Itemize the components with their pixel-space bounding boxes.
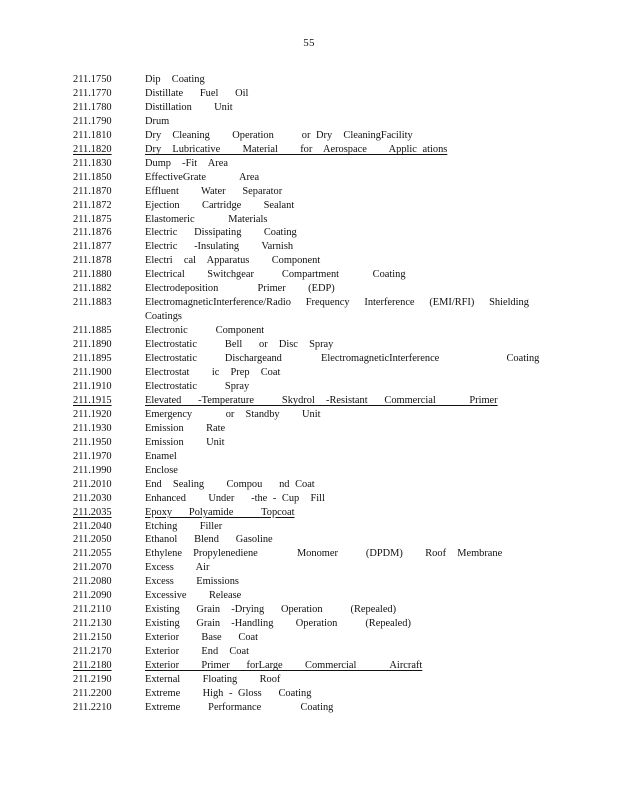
term-text: Dip Coating (145, 74, 205, 85)
section-number: 211.1915 (73, 394, 112, 406)
section-number: 211.1883 (73, 297, 112, 309)
list-item (73, 185, 543, 199)
section-number: 211.1970 (73, 450, 112, 462)
term-text: External Floating Roof (145, 673, 281, 685)
list-item (73, 478, 543, 492)
section-number: 211.1770 (73, 87, 112, 99)
term-text: Excess Air (145, 562, 210, 574)
section-number: 211.1930 (73, 422, 112, 434)
term-text: Exterior Primer forLarge Commercial Aircraft (145, 660, 423, 672)
list-item (73, 129, 543, 143)
section-number: 211.1990 (73, 464, 112, 476)
term-text: Dry Lubricative Material for Aerospace Applic ations (145, 143, 448, 155)
term-text: Extreme Performance Coating (145, 701, 334, 713)
list-item (73, 450, 543, 464)
term-text: Existing Grain -Handling Operation (Repealed) (145, 618, 411, 630)
section-number: 211.1885 (73, 325, 112, 337)
term-text: Electrodeposition Primer (EDP) (145, 283, 335, 295)
term-text: Electric Dissipating Coating (145, 227, 297, 239)
list-item (73, 254, 543, 268)
term-text: Excessive Release (145, 590, 242, 602)
list-item (73, 101, 543, 115)
section-number: 211.1900 (73, 367, 112, 379)
term-text: Enamel (145, 450, 177, 462)
section-number: 211.1910 (73, 380, 112, 392)
term-text: Emission Rate (145, 422, 226, 434)
term-text: Emergency or Standby Unit (145, 408, 321, 420)
term-text: End Sealing Compou nd Coat (145, 478, 315, 490)
list-item (73, 394, 543, 408)
list-item (73, 268, 543, 282)
list-item (73, 408, 543, 422)
section-number: 211.1820 (73, 143, 112, 155)
list-item (73, 436, 543, 450)
list-item (73, 240, 543, 254)
list-item (73, 673, 543, 687)
list-item (73, 520, 543, 534)
term-text: Electrical Switchgear Compartment Coating (145, 269, 406, 281)
term-text: Epoxy Polyamide Topcoat (145, 506, 295, 518)
term-text: Etching Filler (145, 520, 223, 532)
term-text: Enhanced Under -the - Cup Fill (145, 492, 325, 504)
term-text: Effluent Water Separator (145, 185, 283, 197)
term-text: Exterior End Coat (145, 646, 249, 658)
list-item (73, 422, 543, 436)
term-text: Electronic Component (145, 325, 265, 337)
section-number: 211.1872 (73, 199, 112, 211)
section-number: 211.1920 (73, 408, 112, 420)
list-item (73, 464, 543, 478)
list-item (73, 226, 543, 240)
term-text: Drum (145, 115, 170, 127)
list-item (73, 213, 543, 227)
section-number: 211.2150 (73, 632, 112, 644)
section-number: 211.2210 (73, 701, 112, 713)
section-number: 211.1876 (73, 227, 112, 239)
term-text: Electrostatic Spray (145, 380, 250, 392)
section-number: 211.1882 (73, 283, 112, 295)
term-text: Ethanol Blend Gasoline (145, 534, 273, 546)
list-item (73, 73, 543, 87)
list-item (73, 561, 543, 575)
list-item (73, 87, 543, 101)
list-item (73, 603, 543, 617)
term-text: Electrostatic Dischargeand ElectromagneticInterference Coating (145, 353, 540, 365)
list-item (73, 380, 543, 394)
list-item (73, 143, 543, 157)
list-item (73, 352, 543, 366)
term-text: Enclose (145, 464, 178, 476)
section-number: 211.1878 (73, 255, 112, 267)
list-item (73, 506, 543, 520)
section-number: 211.1750 (73, 74, 112, 85)
section-number: 211.2080 (73, 576, 112, 588)
term-text: ElectromagneticInterference/Radio Frequency Interference (EMI/RFI) Shielding Coatings (145, 297, 529, 323)
section-number: 211.2030 (73, 492, 112, 504)
list-item (73, 338, 543, 352)
section-number: 211.1850 (73, 171, 112, 183)
term-text: Ethylene Propylenediene Monomer (DPDM) Roof Membrane (145, 548, 503, 560)
term-text: Electric -Insulating Varnish (145, 241, 294, 253)
term-text: Dry Cleaning Operation or Dry CleaningFacility (145, 129, 413, 141)
section-number: 211.2010 (73, 478, 112, 490)
section-number: 211.2070 (73, 562, 112, 574)
list-item (73, 282, 543, 296)
section-number: 211.2190 (73, 673, 112, 685)
section-number: 211.1810 (73, 129, 112, 141)
section-number: 211.1790 (73, 115, 112, 127)
list-item (73, 366, 543, 380)
list-item (73, 617, 543, 631)
list-item (73, 645, 543, 659)
section-number: 211.2110 (73, 604, 112, 616)
section-number: 211.2200 (73, 687, 112, 699)
list-item (73, 687, 543, 701)
section-number: 211.1877 (73, 241, 112, 253)
section-number: 211.1780 (73, 101, 112, 113)
term-text: Existing Grain -Drying Operation (Repealed) (145, 604, 397, 616)
term-text: Excess Emissions (145, 576, 239, 588)
section-number: 211.1830 (73, 157, 112, 169)
term-text: Ejection Cartridge Sealant (145, 199, 295, 211)
list-item (73, 324, 543, 338)
section-number: 211.2170 (73, 646, 112, 658)
list-item (73, 115, 543, 129)
term-text: Distillation Unit (145, 101, 233, 113)
section-number: 211.1870 (73, 185, 112, 197)
section-number: 211.2050 (73, 534, 112, 546)
term-text: Distillate Fuel Oil (145, 87, 249, 99)
section-number: 211.1875 (73, 213, 112, 225)
term-text: Emission Unit (145, 436, 225, 448)
term-text: Electrostat ic Prep Coat (145, 367, 281, 379)
term-text: EffectiveGrate Area (145, 171, 260, 183)
list-item (73, 171, 543, 185)
term-text: Dump -Fit Area (145, 157, 228, 169)
definitions-list (73, 73, 543, 715)
list-item (73, 296, 543, 324)
section-number: 211.2055 (73, 548, 112, 560)
section-number: 211.2180 (73, 660, 112, 672)
list-item (73, 533, 543, 547)
list-item (73, 547, 543, 561)
list-item (73, 492, 543, 506)
list-item (73, 659, 543, 673)
list-item (73, 701, 543, 715)
list-item (73, 575, 543, 589)
section-number: 211.1880 (73, 269, 112, 281)
section-number: 211.1950 (73, 436, 112, 448)
section-number: 211.2035 (73, 506, 112, 518)
list-item (73, 199, 543, 213)
section-number: 211.2090 (73, 590, 112, 602)
term-text: Exterior Base Coat (145, 632, 259, 644)
list-item (73, 589, 543, 603)
term-text: Electri cal Apparatus Component (145, 255, 321, 267)
section-number: 211.1890 (73, 339, 112, 351)
term-text: Extreme High - Gloss Coating (145, 687, 312, 699)
section-number: 211.1895 (73, 353, 112, 365)
term-text: Elastomeric Materials (145, 213, 268, 225)
page-number: 55 (303, 37, 315, 49)
list-item (73, 157, 543, 171)
section-number: 211.2130 (73, 618, 112, 630)
term-text: Elevated -Temperature Skydrol -Resistant Commercial Primer (145, 394, 498, 406)
list-item (73, 631, 543, 645)
term-text: Electrostatic Bell or Disc Spray (145, 339, 334, 351)
section-number: 211.2040 (73, 520, 112, 532)
